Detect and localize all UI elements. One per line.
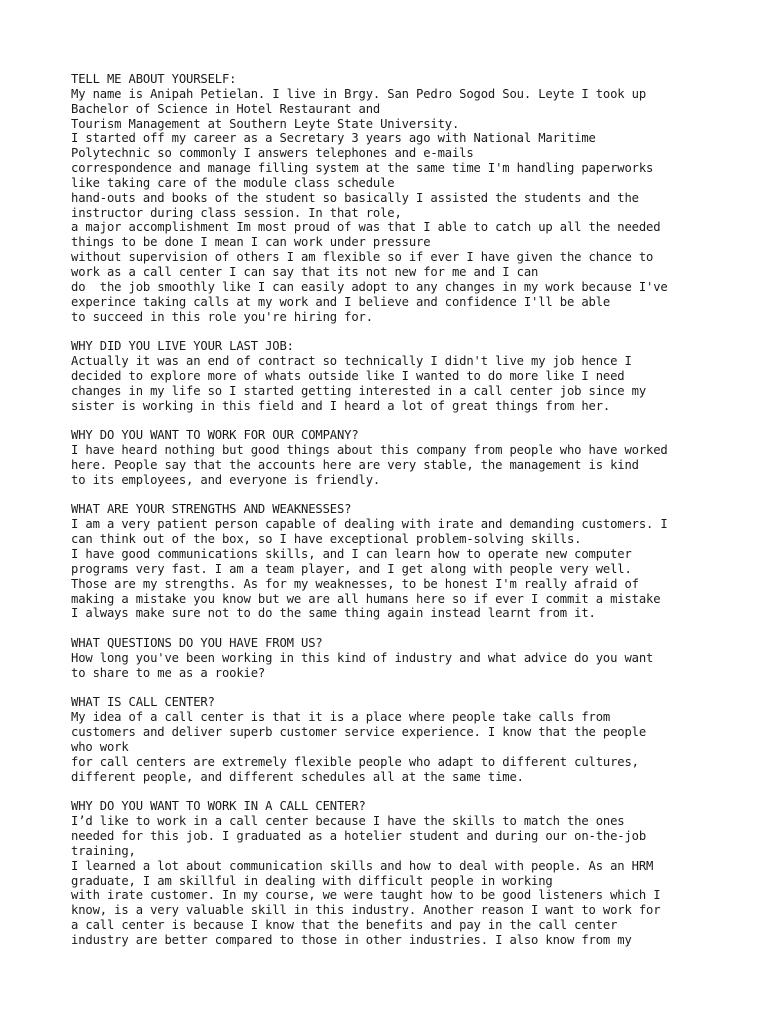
text-line: I have good communications skills, and I can learn how to operate new computer — [71, 547, 632, 561]
text-line: sister is working in this field and I heard a lot of great things from her. — [71, 398, 611, 413]
text-line: here. People say that the accounts here are very stable, the management is kind — [71, 457, 639, 472]
section-heading: WHY DO YOU WANT TO WORK IN A CALL CENTER? — [71, 799, 366, 814]
text-line: I have heard nothing but good things about this company from people who have worked — [71, 443, 668, 458]
blank-line — [71, 413, 711, 428]
text-line: for call centers are extremely flexible people who adapt to different cultures, — [71, 754, 639, 769]
text-line: Polytechnic so commonly I answers telephones and e-mails — [71, 146, 474, 161]
text-line: work as a call center I can say that its not new for me and I can — [71, 264, 539, 279]
text-line: with irate customer. In my course, we were taught how to be good listeners which I — [71, 888, 661, 903]
text-line: experince taking calls at my work and I believe and confidence I'll be able — [71, 294, 611, 309]
text-line: customers and deliver superb customer service experience. I know that the people — [71, 725, 646, 740]
text-line: I’d like to work in a call center because I have the skills to match the ones — [71, 814, 625, 829]
text-line: decided to explore more of whats outside like I wanted to do more like I need — [71, 368, 625, 383]
text-line: instructor during class session. In that role, — [71, 205, 402, 220]
text-line: without supervision of others I am flexible so if ever I have given the chance to — [71, 250, 654, 265]
text-line: a major accomplishment Im most proud of was that I able to catch up all the needed — [71, 220, 661, 235]
text-line: programs very fast. I am a team player, and I get along with people very well. — [71, 561, 632, 576]
blank-line — [71, 324, 711, 339]
text-line: My idea of a call center is that it is a place where people take calls from — [71, 710, 611, 725]
text-line: Tourism Management at Southern Leyte State University. — [71, 116, 460, 131]
blank-line — [71, 488, 711, 503]
text-line: can think out of the box, so I have exceptional problem-solving skills. — [71, 532, 582, 547]
text-line: a call center is because I know that the benefits and pay in the call center — [71, 918, 618, 933]
text-line: I always make sure not to do the same thing again instead learnt from it. — [71, 606, 596, 621]
text-line: industry are better compared to those in other industries. I also know from my — [71, 932, 632, 947]
text-line: who work — [71, 739, 129, 754]
text-line: things to be done I mean I can work under pressure — [71, 235, 431, 250]
document-body — [71, 72, 711, 948]
section-heading: WHY DO YOU WANT TO WORK FOR OUR COMPANY? — [71, 428, 359, 443]
text-line: training, — [71, 843, 136, 858]
text-line: changes in my life so I started getting interested in a call center job since my — [71, 383, 646, 398]
blank-line — [71, 621, 711, 636]
section-heading: WHAT ARE YOUR STRENGTHS AND WEAKNESSES? — [71, 502, 352, 517]
text-line: do the job smoothly like I can easily adopt to any changes in my work because I've — [71, 279, 668, 294]
text-line: Bachelor of Science in Hotel Restaurant and — [71, 101, 381, 116]
text-line: I am a very patient person capable of dealing with irate and demanding customers. I — [71, 517, 668, 532]
text-line: making a mistake you know but we are all humans here so if ever I commit a mistake — [71, 591, 661, 606]
text-line: graduate, I am skillful in dealing with difficult people in working — [71, 873, 553, 888]
text-line: to its employees, and everyone is friendly. — [71, 472, 381, 487]
text-line: I learned a lot about communication skills and how to deal with people. As an HRM — [71, 858, 654, 873]
text-line: Actually it was an end of contract so technically I didn't live my job hence I — [71, 354, 632, 369]
text-line: like taking care of the module class schedule — [71, 175, 395, 190]
text-line: hand-outs and books of the student so basically I assisted the students and the — [71, 190, 639, 205]
text-line: My name is Anipah Petielan. I live in Brgy. San Pedro Sogod Sou. Leyte I took up — [71, 86, 646, 101]
blank-line — [71, 785, 711, 800]
section-heading: WHAT QUESTIONS DO YOU HAVE FROM US? — [71, 636, 323, 651]
text-line: to succeed in this role you're hiring for. — [71, 309, 373, 324]
blank-line — [71, 681, 711, 696]
section-heading: WHY DID YOU LIVE YOUR LAST JOB: — [71, 339, 294, 354]
text-line: know, is a very valuable skill in this industry. Another reason I want to work for — [71, 903, 661, 918]
text-line: to share to me as a rookie? — [71, 665, 266, 680]
text-line: correspondence and manage filling system at the same time I'm handling paperworks — [71, 161, 654, 176]
section-heading: WHAT IS CALL CENTER? — [71, 695, 215, 710]
text-line: different people, and different schedules all at the same time. — [71, 769, 524, 784]
text-line: How long you've been working in this kind of industry and what advice do you want — [71, 650, 654, 665]
section-heading: TELL ME ABOUT YOURSELF: — [71, 72, 237, 86]
text-line: needed for this job. I graduated as a hotelier student and during our on-the-job — [71, 829, 646, 844]
text-line: I started off my career as a Secretary 3 years ago with National Maritime — [71, 131, 596, 146]
text-line: Those are my strengths. As for my weaknesses, to be honest I'm really afraid of — [71, 576, 639, 591]
